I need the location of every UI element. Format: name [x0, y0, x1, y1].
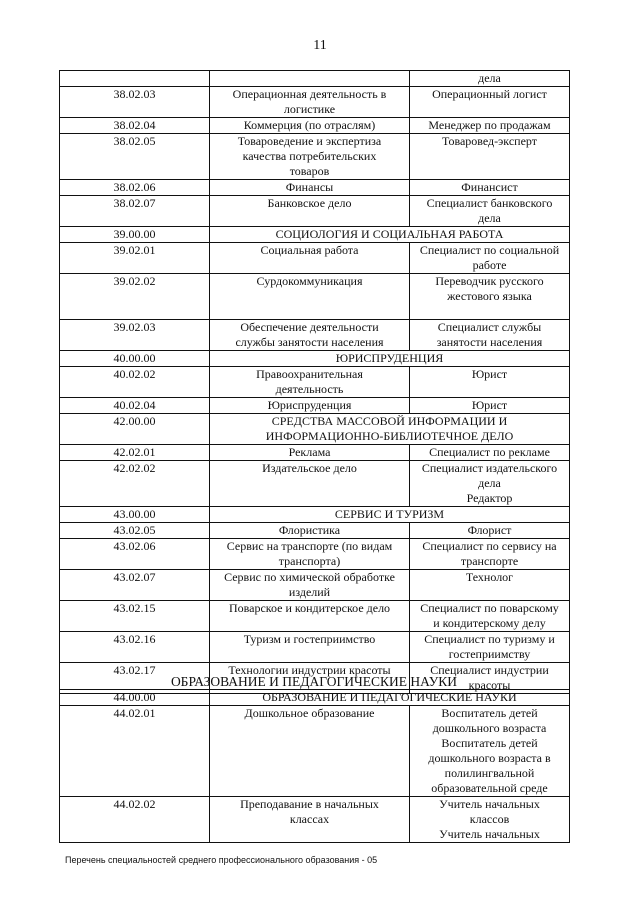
specialty-name-cell: Поварское и кондитерское дело — [210, 601, 410, 632]
qualification-cell: Специалист по поварскому и кондитерскому делу — [410, 601, 570, 632]
code-cell: 40.02.04 — [60, 398, 210, 414]
code-cell: 43.00.00 — [60, 507, 210, 523]
specialty-name-cell: Обеспечение деятельности службы занятости населения — [210, 320, 410, 351]
code-cell: 39.02.01 — [60, 243, 210, 274]
table-row — [60, 461, 570, 507]
code-cell: 39.02.03 — [60, 320, 210, 351]
specialties-table — [59, 70, 570, 694]
code-cell: 42.00.00 — [60, 414, 210, 445]
qualification-cell: Специалист по туризму и гостеприимству — [410, 632, 570, 663]
code-cell: 39.00.00 — [60, 227, 210, 243]
qualification-cell: Специалист по сервису на транспорте — [410, 539, 570, 570]
group-row — [60, 507, 570, 523]
table-row — [60, 71, 570, 87]
specialty-name-cell: Преподавание в начальных классах — [210, 797, 410, 843]
group-row — [60, 351, 570, 367]
code-cell: 43.02.05 — [60, 523, 210, 539]
qualification-cell: Учитель начальных классов Учитель начальных — [410, 797, 570, 843]
qualification-cell: Воспитатель детей дошкольного возраста Воспитатель детей дошкольного возраста в полилингвальной образовательной среде — [410, 706, 570, 797]
code-cell: 43.02.15 — [60, 601, 210, 632]
group-heading-cell: СОЦИОЛОГИЯ И СОЦИАЛЬНАЯ РАБОТА — [210, 227, 570, 243]
specialty-name-cell: Правоохранительная деятельность — [210, 367, 410, 398]
specialty-name-cell: Флористика — [210, 523, 410, 539]
table-row — [60, 180, 570, 196]
table-row — [60, 398, 570, 414]
specialty-name-cell: Сервис по химической обработке изделий — [210, 570, 410, 601]
specialty-name-cell: Коммерция (по отраслям) — [210, 118, 410, 134]
table-row — [60, 539, 570, 570]
code-cell: 39.02.02 — [60, 274, 210, 320]
specialty-name-cell: Банковское дело — [210, 196, 410, 227]
specialty-name-cell: Операционная деятельность в логистике — [210, 87, 410, 118]
page-footer: Перечень специальностей среднего профессионального образования - 05 — [65, 855, 378, 865]
qualification-cell: Юрист — [410, 398, 570, 414]
table-row — [60, 523, 570, 539]
code-cell: 38.02.06 — [60, 180, 210, 196]
qualification-cell: Менеджер по продажам — [410, 118, 570, 134]
table-row — [60, 797, 570, 843]
table-row — [60, 367, 570, 398]
qualification-cell: Флорист — [410, 523, 570, 539]
group-heading-cell: ОБРАЗОВАНИЕ И ПЕДАГОГИЧЕСКИЕ НАУКИ — [210, 690, 570, 706]
code-cell: 38.02.05 — [60, 134, 210, 180]
code-cell: 40.00.00 — [60, 351, 210, 367]
specialty-name-cell: Технологии индустрии красоты — [210, 663, 410, 694]
table-row — [60, 274, 570, 320]
code-cell — [60, 71, 210, 87]
qualification-cell: Операционный логист — [410, 87, 570, 118]
qualification-cell: Специалист по рекламе — [410, 445, 570, 461]
table-row — [60, 601, 570, 632]
table-row — [60, 118, 570, 134]
specialty-name-cell: Дошкольное образование — [210, 706, 410, 797]
specialty-name-cell — [210, 71, 410, 87]
group-heading-cell: ЮРИСПРУДЕНЦИЯ — [210, 351, 570, 367]
page-number: 11 — [313, 38, 327, 53]
qualification-cell: Юрист — [410, 367, 570, 398]
code-cell: 44.02.01 — [60, 706, 210, 797]
code-cell: 38.02.07 — [60, 196, 210, 227]
code-cell: 44.00.00 — [60, 690, 210, 706]
code-cell: 43.02.07 — [60, 570, 210, 601]
table-row — [60, 320, 570, 351]
group-row — [60, 227, 570, 243]
table-row — [60, 632, 570, 663]
qualification-cell: Финансист — [410, 180, 570, 196]
section-heading: ОБРАЗОВАНИЕ И ПЕДАГОГИЧЕСКИЕ НАУКИ — [170, 674, 458, 689]
specialty-name-cell: Социальная работа — [210, 243, 410, 274]
qualification-cell: Товаровед-эксперт — [410, 134, 570, 180]
specialty-name-cell: Финансы — [210, 180, 410, 196]
code-cell: 40.02.02 — [60, 367, 210, 398]
code-cell: 44.02.02 — [60, 797, 210, 843]
table-row — [60, 243, 570, 274]
code-cell: 43.02.06 — [60, 539, 210, 570]
specialties-table-continued — [59, 689, 570, 843]
qualification-cell: Специалист банковского дела — [410, 196, 570, 227]
specialty-name-cell: Юриспруденция — [210, 398, 410, 414]
qualification-cell: Специалист по социальной работе — [410, 243, 570, 274]
code-cell: 43.02.16 — [60, 632, 210, 663]
specialty-name-cell: Издательское дело — [210, 461, 410, 507]
code-cell: 38.02.04 — [60, 118, 210, 134]
qualification-cell: Специалист издательского дела Редактор — [410, 461, 570, 507]
specialty-name-cell: Реклама — [210, 445, 410, 461]
qualification-cell: Технолог — [410, 570, 570, 601]
code-cell: 42.02.01 — [60, 445, 210, 461]
group-heading-cell: СЕРВИС И ТУРИЗМ — [210, 507, 570, 523]
specialty-name-cell: Туризм и гостеприимство — [210, 632, 410, 663]
table-row — [60, 570, 570, 601]
specialty-name-cell: Сурдокоммуникация — [210, 274, 410, 320]
group-heading-cell: СРЕДСТВА МАССОВОЙ ИНФОРМАЦИИ И ИНФОРМАЦИОННО-БИБЛИОТЕЧНОЕ ДЕЛО — [210, 414, 570, 445]
table-row — [60, 87, 570, 118]
table-row — [60, 445, 570, 461]
specialty-name-cell: Сервис на транспорте (по видам транспорта) — [210, 539, 410, 570]
table-row — [60, 134, 570, 180]
code-cell: 42.02.02 — [60, 461, 210, 507]
qualification-cell: Специалист службы занятости населения — [410, 320, 570, 351]
code-cell: 38.02.03 — [60, 87, 210, 118]
qualification-cell: Переводчик русского жестового языка — [410, 274, 570, 320]
group-row — [60, 690, 570, 706]
qualification-cell: дела — [410, 71, 570, 87]
table-row — [60, 706, 570, 797]
code-cell: 43.02.17 — [60, 663, 210, 694]
specialty-name-cell: Товароведение и экспертиза качества потребительских товаров — [210, 134, 410, 180]
qualification-cell: Специалист индустрии красоты — [410, 663, 570, 694]
table-row — [60, 196, 570, 227]
group-row — [60, 414, 570, 445]
